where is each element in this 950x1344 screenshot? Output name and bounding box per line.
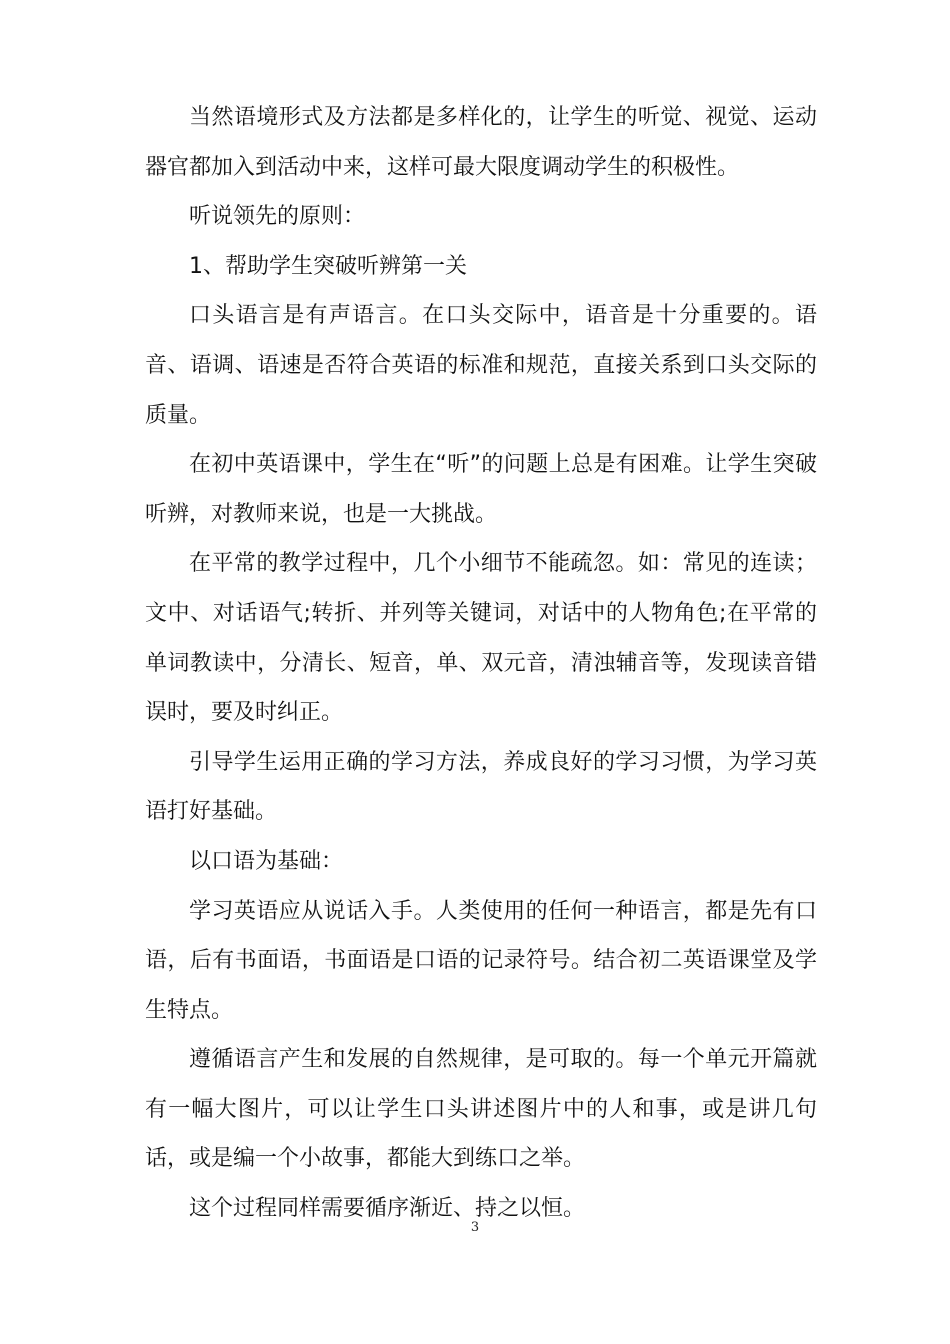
paragraph: 当然语境形式及方法都是多样化的，让学生的听觉、视觉、运动器官都加入到活动中来，这样可最大限度调动学生的积极性。 [145,105,817,180]
paragraph: 以口语为基础： [189,848,344,874]
paragraph: 遵循语言产生和发展的自然规律，是可取的。每一个单元开篇就有一幅大图片，可以让学生口头讲述图片中的人和事，或是讲几句话，或是编一个小故事，都能大到练口之举。 [145,1047,817,1172]
paragraph: 口头语言是有声语言。在口头交际中，语音是十分重要的。语音、语调、语速是否符合英语的标准和规范，直接关系到口头交际的质量。 [145,303,817,428]
page-number: 3 [470,1220,480,1235]
document-body [145,93,817,1234]
paragraph: 在平常的教学过程中，几个小细节不能疏忽。如：常见的连读；文中、对话语气;转折、并列等关键词，对话中的人物角色;在平常的单词教读中，分清长、短音，单、双元音，清浊辅音等，发现读音错误时，要及时纠正。 [145,551,817,726]
paragraph: 引导学生运用正确的学习方法，养成良好的学习习惯，为学习英语打好基础。 [145,749,817,825]
paragraph: 1、帮助学生突破听辨第一关 [189,253,467,279]
paragraph: 听说领先的原则： [189,204,366,230]
paragraph: 这个过程同样需要循序渐近、持之以恒。 [189,1196,586,1222]
paragraph: 学习英语应从说话入手。人类使用的任何一种语言，都是先有口语，后有书面语，书面语是口语的记录符号。结合初二英语课堂及学生特点。 [145,898,817,1023]
paragraph: 在初中英语课中，学生在“听”的问题上总是有困难。让学生突破听辨，对教师来说，也是一大挑战。 [145,452,817,527]
